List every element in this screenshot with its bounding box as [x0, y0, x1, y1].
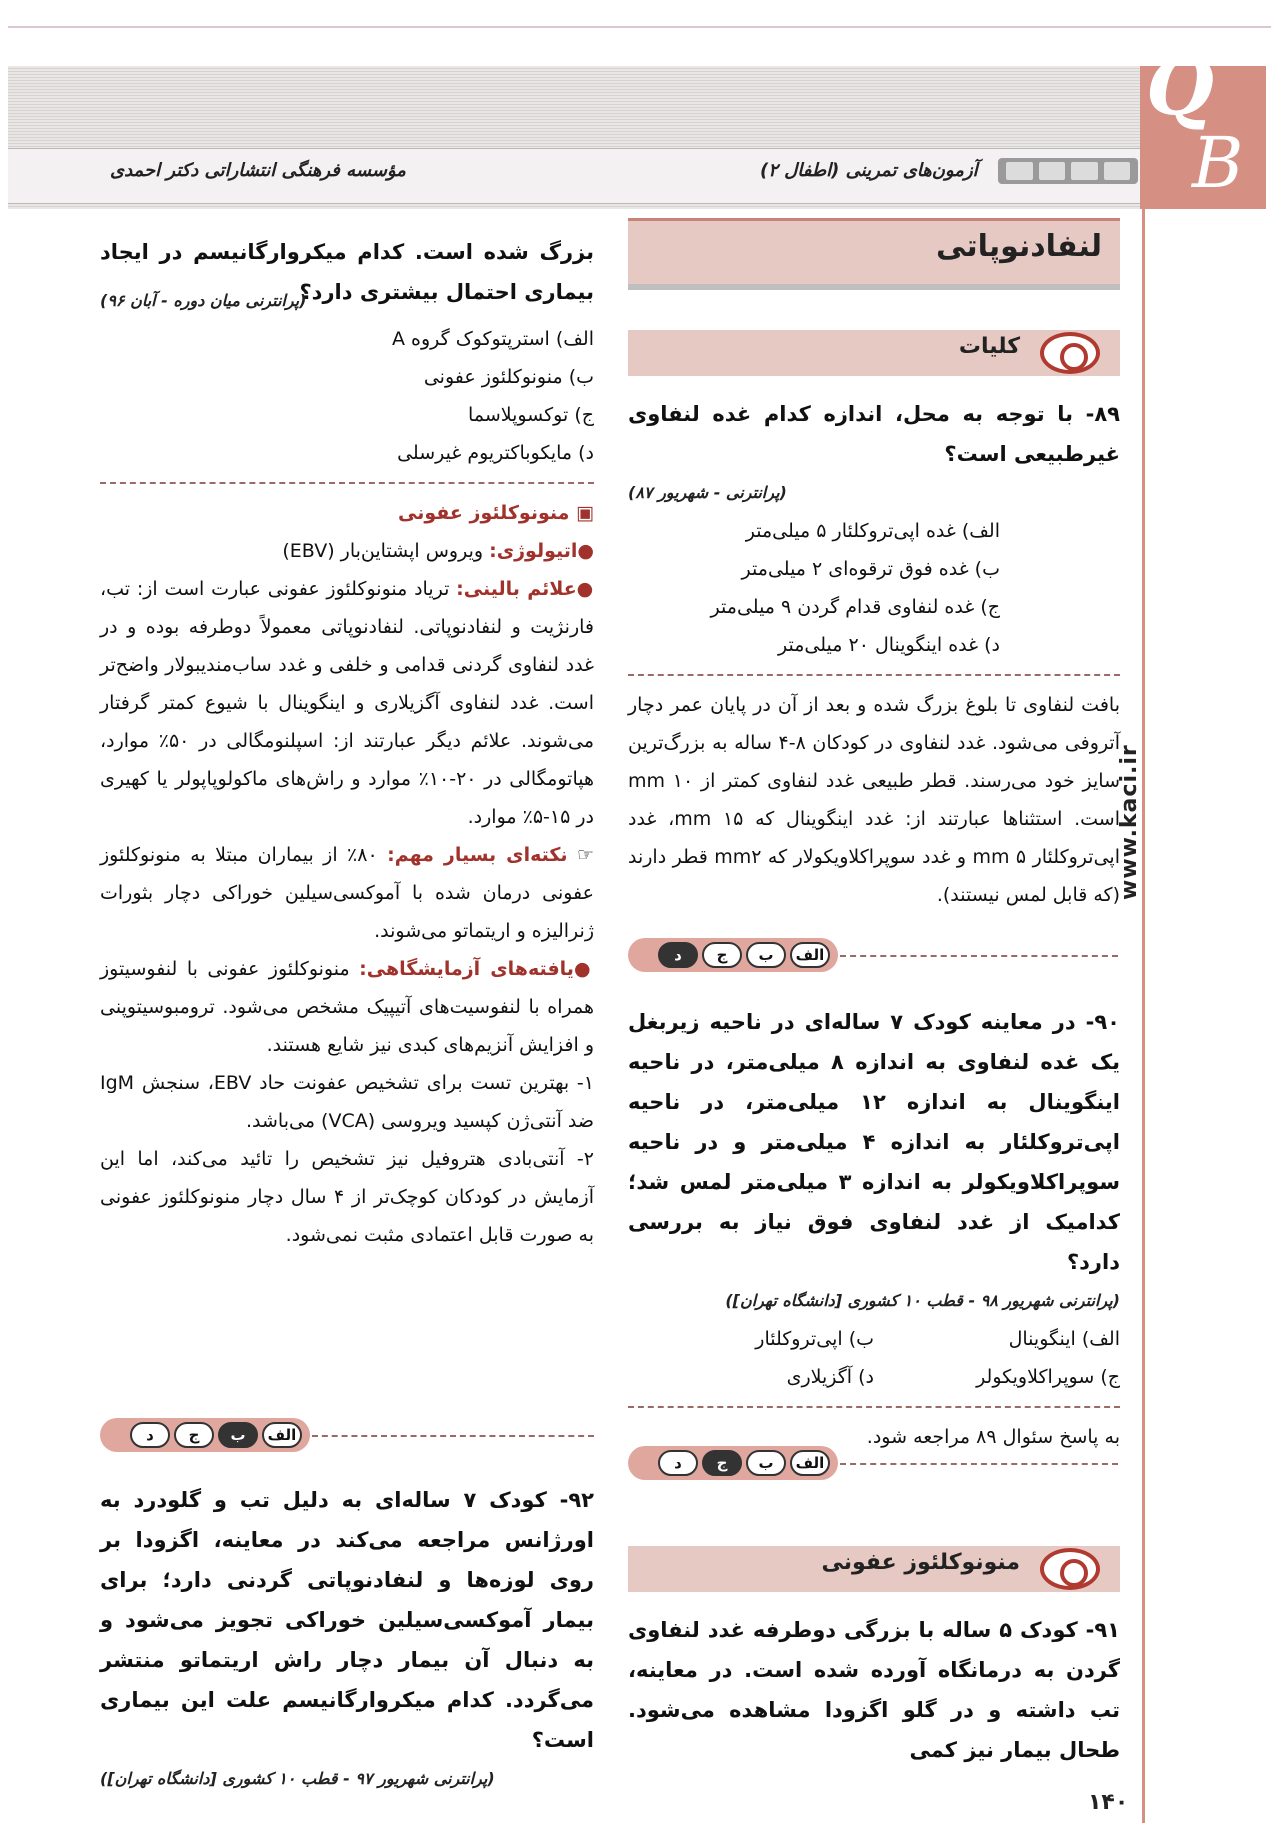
- question-source: (پرانترنی میان دوره - آبان ۹۶): [100, 291, 307, 310]
- publisher-name: مؤسسه فرهنگی انتشاراتی دکتر احمدی: [110, 160, 406, 181]
- option-d: د) غده اینگوینال ۲۰ میلی‌متر: [778, 634, 1000, 656]
- lab-item-1: ۱- بهترین تست برای تشخیص عفونت حاد EBV، سنجش IgM ضد آنتی‌ژن کپسید ویروسی (VCA) می‌باشد.: [100, 1072, 594, 1132]
- clinical-signs: ●علائم بالینی: تریاد منونوکلئوز عفونی عبارت است از: تب، فارنژیت و لنفادنوپاتی. لنفادنوپاتی معمولاً دوطرفه بوده و در غدد لنفاوی گردنی قدامی و خلفی و غدد ساب‌مندیبولار واضح‌تر است. غدد لنفاوی آگزیلاری و اینگوینال با شیوع کمتر گرفتار می‌شوند. علائم دیگر عبارتند از: اسپلنومگالی در ۵۰٪ موارد، هپاتومگالی در ۲۰-۱۰٪ موارد و راش‌های ماکولوپاپولر یا کهیری در ۱۵-۵٪ موارد.: [100, 578, 594, 828]
- question-91-continued: [100, 232, 594, 1254]
- etiology: ●اتیولوژی: ویروس اپشتاین‌بار (EBV): [282, 540, 594, 562]
- qb-logo: Q B: [1140, 66, 1266, 209]
- margin-rule: [1142, 209, 1145, 1823]
- page-number: ۱۴۰: [1088, 1790, 1129, 1815]
- target-icon: [1040, 332, 1100, 374]
- option-c: ج) سوپراکلاویکولر: [976, 1366, 1120, 1388]
- question-text: بزرگ شده است. کدام میکروارگانیسم در ایجاد بیماری احتمال بیشتری دارد؟: [100, 240, 594, 304]
- option-b: ب) اپی‌تروکلئار: [755, 1328, 874, 1350]
- question-89: [628, 394, 1120, 914]
- option-d: د) مایکوباکتریوم غیرسلی: [397, 442, 594, 464]
- lab-item-2: ۲- آنتی‌بادی هتروفیل نیز تشخیص را تائید می‌کند، اما این آزمایش در کودکان کوچک‌تر از ۴ سال دچار منونوکلئوز عفونی به صورت قابل اعتمادی مثبت نمی‌شود.: [100, 1148, 594, 1246]
- question-91: [628, 1610, 1120, 1770]
- answer-key-89: الف ب ج د: [628, 938, 838, 972]
- explanation: به پاسخ سئوال ۸۹ مراجعه شود.: [866, 1426, 1120, 1448]
- divider: [628, 1406, 1120, 1408]
- divider: [840, 1463, 1118, 1465]
- option-b: ب) غده فوق ترقوه‌ای ۲ میلی‌متر: [741, 558, 1000, 580]
- top-rule: [8, 26, 1271, 28]
- lab-findings: ●یافته‌های آزمایشگاهی: منونوکلئوز عفونی با لنفوسیتوز همراه با لنفوسیت‌های آتیپیک مشخص می‌شود. ترومبوسیتوپنی و افزایش آنزیم‌های کبدی نیز شایع هستند.: [100, 958, 594, 1056]
- option-a: الف) غده اپی‌تروکلئار ۵ میلی‌متر: [745, 520, 1000, 542]
- question-source: (پرانترنی شهریور ۹۸ - قطب ۱۰ کشوری [دانشگاه تهران]): [725, 1291, 1120, 1310]
- answer-key-91: الف ب ج د: [100, 1418, 310, 1452]
- option-b: ب) منونوکلئوز عفونی: [423, 366, 594, 388]
- option-a: الف) اینگوینال: [1008, 1328, 1120, 1350]
- option-a: الف) استرپتوکوک گروه A: [391, 328, 594, 350]
- option-c: ج) توکسوپلاسما: [468, 404, 594, 426]
- question-source: (پرانترنی شهریور ۹۷ - قطب ۱۰ کشوری [دانشگاه تهران]): [100, 1769, 495, 1788]
- book-title: آزمون‌های تمرینی (اطفال ۲): [760, 160, 978, 181]
- divider: [100, 482, 594, 484]
- divider: [840, 955, 1118, 957]
- explanation: بافت لنفاوی تا بلوغ بزرگ شده و بعد از آن در پایان عمر دچار آتروفی می‌شود. غدد لنفاوی در کودکان ۸-۴ ساله به بزرگ‌ترین سایز خود می‌رسند. قطر طبیعی غدد لنفاوی کمتر از mm ۱۰ است. استثناها عبارتند از: غدد اینگوینال که mm ۱۵، غدد اپی‌تروکلئار mm ۵ و غدد سوپراکلاویکولار که mm۲ قطر دارند (که قابل لمس نیستند).: [628, 694, 1121, 906]
- target-icon: [1040, 1548, 1100, 1590]
- question-90: [628, 1002, 1120, 1456]
- option-d: د) آگزیلاری: [786, 1366, 874, 1388]
- question-92: [100, 1480, 594, 1798]
- pointing-hand-icon: ☞: [576, 844, 595, 866]
- important-note: ☞ نکته‌ای بسیار مهم: ۸۰٪ از بیماران مبتلا به منونوکلئوز عفونی درمان شده با آموکسی‌سیلین خوراکی دچار بثورات ژنرالیزه و اریتماتو می‌شوند.: [100, 844, 595, 942]
- question-text: ۹۱- کودک ۵ ساله با بزرگی دوطرفه غدد لنفاوی گردن به درمانگاه آورده شده است. در معاینه، تب داشته و در گلو اگزودا مشاهده می‌شود. طحال بیمار نیز کمی: [628, 1618, 1120, 1762]
- question-text: ۸۹- با توجه به محل، اندازه کدام غده لنفاوی غیرطبیعی است؟: [628, 402, 1120, 466]
- question-text: ۹۲- کودک ۷ ساله‌ای به دلیل تب و گلودرد به اورژانس مراجعه می‌کند در معاینه، اگزودا بر روی لوزه‌ها و لنفادنوپاتی گردنی دارد؛ برای بیمار آموکسی‌سیلین خوراکی تجویز می‌شود و به دنبال آن بیمار دچار راش اریتماتو منتشر می‌گردد. کدام میکروارگانیسم علت این بیماری است؟: [100, 1488, 594, 1752]
- subheading-mono: منونوکلئوز عفونی: [628, 1546, 1120, 1592]
- question-text: ۹۰- در معاینه کودک ۷ ساله‌ای در ناحیه زیربغل یک غده لنفاوی به اندازه ۸ میلی‌متر، در ناحیه اینگوینال به اندازه ۱۲ میلی‌متر، در ناحیه اپی‌تروکلئار به اندازه ۴ میلی‌متر و در ناحیه سوپراکلاویکولر به اندازه ۳ میلی‌متر لمس شد؛ کدامیک از غدد لنفاوی فوق نیاز به بررسی دارد؟: [628, 1010, 1120, 1274]
- question-source: (پرانترنی - شهریور ۸۷): [628, 483, 787, 502]
- subheading-general: کلیات: [628, 330, 1120, 376]
- answer-key-90: الف ب ج د: [628, 1446, 838, 1480]
- website-label: www.kaci.ir: [1117, 744, 1142, 900]
- divider: [628, 674, 1120, 676]
- header-dots-icon: [998, 158, 1138, 184]
- option-c: ج) غده لنفاوی قدام گردن ۹ میلی‌متر: [710, 596, 1000, 618]
- mono-title: ▣ منونوکلئوز عفونی: [397, 502, 594, 524]
- section-title: لنفادنوپاتی: [628, 218, 1120, 290]
- divider: [312, 1435, 594, 1437]
